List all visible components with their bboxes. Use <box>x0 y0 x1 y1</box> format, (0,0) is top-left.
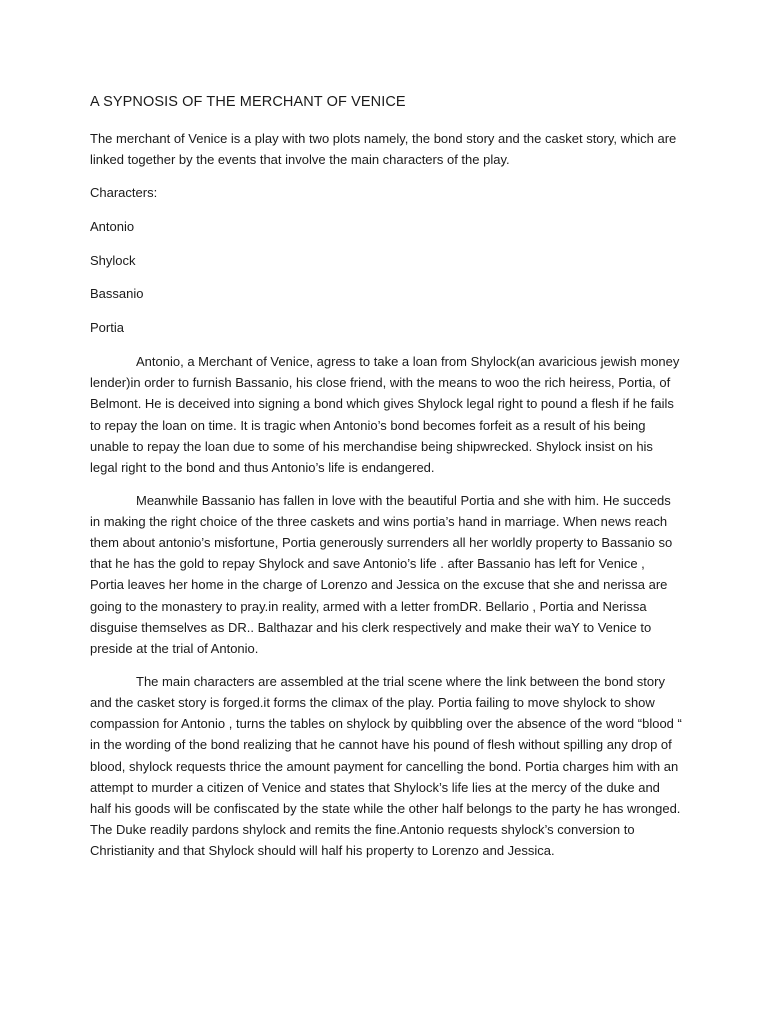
body-paragraph: The main characters are assembled at the trial scene where the link between the bond story and the casket story is forged.it forms the climax of the play. Portia failing to move shylock to show compassion for Antonio , turns the tables on shylock by quibbling over the absence of the word “blood “ in the wording of the bond realizing that he cannot have his pound of flesh without spilling any drop of blood, shylock requests thrice the amount payment for cancelling the bond. Portia charges him with an attempt to murder a citizen of Venice and states that Shylock’s life lies at the mercy of the duke and half his goods will be confiscated by the state while the other half belongs to the party he has wronged. The Duke readily pardons shylock and remits the fine.Antonio requests shylock’s conversion to Christianity and that Shylock should will half his property to Lorenzo and Jessica. <box>90 673 682 859</box>
characters-heading: Characters: <box>90 184 158 200</box>
characters-list <box>90 216 682 338</box>
character-item: Antonio <box>90 218 135 234</box>
document-title: A SYPNOSIS OF THE MERCHANT OF VENICE <box>90 94 406 110</box>
body-paragraph: Antonio, a Merchant of Venice, agress to take a loan from Shylock(an avaricious jewish money lender)in order to furnish Bassanio, his close friend, with the means to woo the rich heiress, Portia, of Belmont. He is deceived into signing a bond which gives Shylock legal right to pound a flesh if he fails to repay the loan on time. It is tragic when Antonio’s bond becomes forfeit as a result of his being unable to repay the loan due to some of his merchandise being shipwrecked. Shylock insist on his legal right to the bond and thus Antonio’s life is endangered. <box>90 353 680 475</box>
character-item: Portia <box>90 320 124 336</box>
intro-paragraph: The merchant of Venice is a play with two plots namely, the bond story and the casket story, which are linked together by the events that involve the main characters of the play. <box>90 131 677 168</box>
document-page <box>90 92 682 873</box>
body-paragraph: Meanwhile Bassanio has fallen in love with the beautiful Portia and she with him. He succeds in making the right choice of the three caskets and wins portia’s hand in marriage. When news reach them about antonio’s misfortune, Portia generously surrenders all her worldly property to Bassanio so that he has the gold to repay Shylock and save Antonio’s life . after Bassanio has left for Venice , Portia leaves her home in the charge of Lorenzo and Jessica on the excuse that she and nerissa are going to the monastery to pray.in reality, armed with a letter fromDR. Bellario , Portia and Nerissa disguise themselves as DR.. Balthazar and his clerk respectively and make their waY to Venice to preside at the trial of Antonio. <box>90 492 673 657</box>
character-item: Shylock <box>90 252 136 268</box>
character-item: Bassanio <box>90 286 144 302</box>
